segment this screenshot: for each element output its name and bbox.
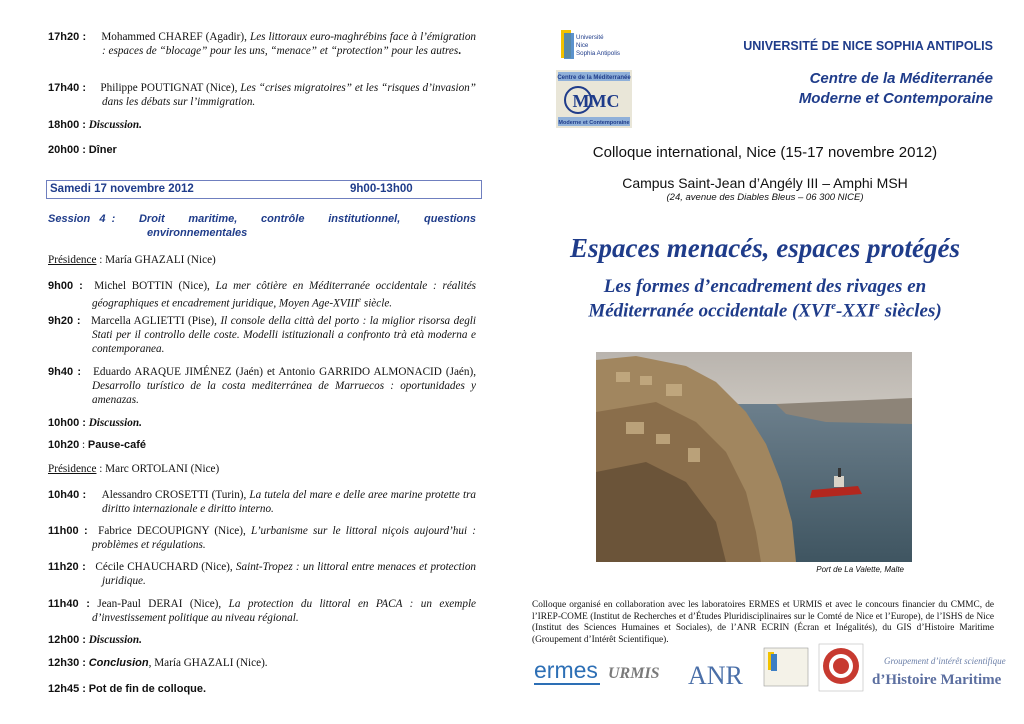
program-item: [48, 365, 476, 407]
talk-title: Les “crises migratoires” et les “risques d’invasion” dans les débats sur l’immigration.: [102, 82, 476, 108]
program-item: [48, 314, 476, 356]
program-item: [48, 488, 476, 516]
presidence-name: : Marc ORTOLANI (Nice): [99, 463, 220, 475]
time-label: 9h00 :: [48, 280, 83, 292]
program-item: 12h30 : Conclusion, María GHAZALI (Nice).: [48, 657, 268, 669]
cmmc-logo: [556, 70, 632, 128]
program-item: 10h20 : Pause-café: [48, 439, 146, 451]
time-label: 18h00 :: [48, 119, 86, 131]
break-label: Pause-café: [87, 439, 146, 451]
urmis-logo: [608, 665, 660, 682]
centre-name-line1: Centre de la Méditerranée: [809, 70, 993, 87]
closing-label: Pot de fin de colloque.: [88, 683, 207, 695]
svg-text:Nice: Nice: [576, 42, 589, 49]
university-small-logo: [764, 648, 808, 686]
talk-title: Saint-Tropez : un littoral entre menaces et protection juridique.: [102, 561, 477, 587]
program-item: 9h00 : Michel BOTTIN (Nice), La mer côtière en Méditerranée occidentale : réalités géographiques et encadrement juridique, Moyen Age-XVIIIe siècle.: [48, 280, 477, 310]
speaker-name: Eduardo ARAQUE JIMÉNEZ (Jaén) et Antonio GARRIDO ALMONACID (Jaén),: [93, 366, 476, 378]
talk-title: L’urbanisme sur le littoral niçois aujourd’hui : problèmes et régulations.: [92, 525, 476, 551]
svg-text:Groupement d’intérêt scientifi: Groupement d’intérêt scientifique: [884, 656, 1006, 666]
svg-text:Sophia Antipolis: Sophia Antipolis: [576, 50, 621, 57]
time-label: 12h30 :: [48, 657, 86, 669]
subtitle-line2: Méditerranée occidentale (XVIe-XXIe siècles): [588, 300, 942, 322]
time-label: 12h00 :: [48, 634, 86, 646]
ishs-seal-logo: [819, 644, 863, 691]
program-item: [48, 633, 476, 647]
time-label: 9h40 :: [48, 366, 82, 378]
university-name: UNIVERSITÉ DE NICE SOPHIA ANTIPOLIS: [743, 39, 993, 53]
anr-logo: [688, 661, 744, 690]
subtitle-line1: Les formes d’encadrement des rivages en: [603, 276, 927, 297]
day-date: Samedi 17 novembre 2012: [50, 183, 194, 195]
address-line: (24, avenue des Diables Bleus – 06 300 NICE): [666, 192, 864, 203]
program-item: [48, 143, 476, 157]
speaker-name: Cécile CHAUCHARD (Nice),: [95, 561, 233, 573]
ermes-logo: [534, 657, 600, 685]
time-label: 9h20 :: [48, 315, 81, 327]
presidence-label: Présidence: [48, 254, 97, 266]
campus-line: Campus Saint-Jean d’Angély III – Amphi MSH: [622, 175, 908, 191]
gis-histoire-maritime-logo: [872, 656, 1006, 688]
colloque-line: Colloque international, Nice (15-17 novembre 2012): [592, 144, 938, 161]
program-item: [48, 597, 476, 625]
presidence-name: : María GHAZALI (Nice): [99, 254, 216, 266]
presidence: [48, 253, 476, 267]
main-title: Espaces menacés, espaces protégés: [570, 233, 960, 263]
discussion-label: Discussion.: [88, 417, 142, 429]
program-item: [48, 81, 476, 109]
partner-logos: [532, 640, 1006, 695]
day-header: [46, 180, 482, 199]
harbor-photo: [596, 352, 912, 562]
discussion-label: Discussion.: [88, 634, 142, 646]
presidence: [48, 462, 476, 476]
program-item: [48, 560, 476, 588]
talk-title: La protection du littoral en PACA : un exemple d’investissement politique au niveau régional.: [92, 598, 477, 624]
day-hours: 9h00-13h00: [350, 183, 413, 195]
talk-title: Il console della città del porto : la miglior risorsa degli Stati per il controllo delle coste. Modelli istituzionali a confronto trà età moderna e contemporanea.: [92, 315, 477, 355]
svg-text:URMIS: URMIS: [608, 665, 660, 682]
time-label: 20h00 :: [48, 144, 86, 156]
speaker-name: Mohammed CHAREF (Agadir),: [101, 31, 247, 43]
collaboration-text: Colloque organisé en collaboration avec les laboratoires ERMES et URMIS et avec le concours financier du CMMC, de l’IREP-COME (Institut de Recherches et d’Études Pluridisciplinaires sur le Comté de Nice et l’Europe), de l’ISHS de Nice (Institut des Sciences Humaines et Sociales), de l’ANR ECRIN (Écran et Inégalités), du GIS d’Histoire Maritime (Groupement d’Intérêt Scientifique).: [532, 600, 994, 645]
talk-title: Les littoraux euro-maghrébins face à l’émigration : espaces de “blocage” pour les uns, “menace” et “protection” pour les autres: [102, 31, 477, 57]
svg-text:d’Histoire Maritime: d’Histoire Maritime: [872, 672, 1002, 688]
talk-title: La mer côtière en Méditerranée occidentale : réalités géographiques et encadrement juridique, Moyen Age-XVIII: [92, 280, 477, 310]
talk-title: La tutela del mare e delle aree marine protette tra diritto internazionale e diritto interno.: [102, 489, 477, 515]
speaker-name: Marcella AGLIETTI (Pise),: [90, 315, 217, 327]
program-item: 17h20 : Mohammed CHAREF (Agadir), Les littoraux euro-maghrébins face à l’émigration : espaces de “blocage” pour les uns, “menace” et “protection” pour les autres.: [48, 31, 477, 57]
talk-title: Desarrollo turístico de la costa mediterránea de Marruecos : oportunidades y amenazas.: [92, 380, 476, 406]
svg-text:ermes: ermes: [534, 657, 598, 683]
svg-text:Centre de la Méditerranée: Centre de la Méditerranée: [557, 75, 631, 81]
program-item: [48, 524, 476, 552]
svg-text:Moderne et Contemporaine: Moderne et Contemporaine: [558, 120, 630, 126]
program-item: [48, 416, 476, 430]
speaker-name: Fabrice DECOUPIGNY (Nice),: [98, 525, 246, 537]
speaker-name: Jean-Paul DERAI (Nice),: [97, 598, 222, 610]
time-label: 11h40 :: [48, 598, 90, 610]
speaker-name: Philippe POUTIGNAT (Nice),: [100, 82, 238, 94]
program-item: [48, 118, 476, 132]
time-label: 12h45 :: [48, 683, 86, 695]
time-label: 11h20 :: [48, 561, 86, 573]
dinner-label: Dîner: [88, 144, 117, 156]
time-label: 17h20 :: [48, 31, 87, 43]
university-logo: [560, 28, 621, 62]
time-label: 10h40 :: [48, 489, 87, 501]
speaker-name: Alessandro CROSETTI (Turin),: [101, 489, 247, 501]
svg-text:ANR: ANR: [688, 661, 743, 690]
photo-caption: Port de La Valette, Malte: [816, 565, 904, 574]
session-title: Session 4 : Droit maritime, contrôle institutionnel, questions environnementales: [48, 213, 476, 239]
svg-text:MMC: MMC: [572, 91, 620, 111]
program-item: [48, 682, 476, 696]
time-label: 10h00 :: [48, 417, 86, 429]
presidence-label: Présidence: [48, 463, 97, 475]
conclusion-label: Conclusion: [88, 657, 149, 669]
time-label: 11h00 :: [48, 525, 88, 537]
speaker-name: Michel BOTTIN (Nice),: [94, 280, 210, 292]
time-label: 17h40 :: [48, 82, 86, 94]
svg-text:Université: Université: [576, 34, 604, 41]
time-label: 10h20: [48, 439, 80, 451]
centre-name-line2: Moderne et Contemporaine: [798, 90, 993, 107]
discussion-label: Discussion.: [88, 119, 142, 131]
